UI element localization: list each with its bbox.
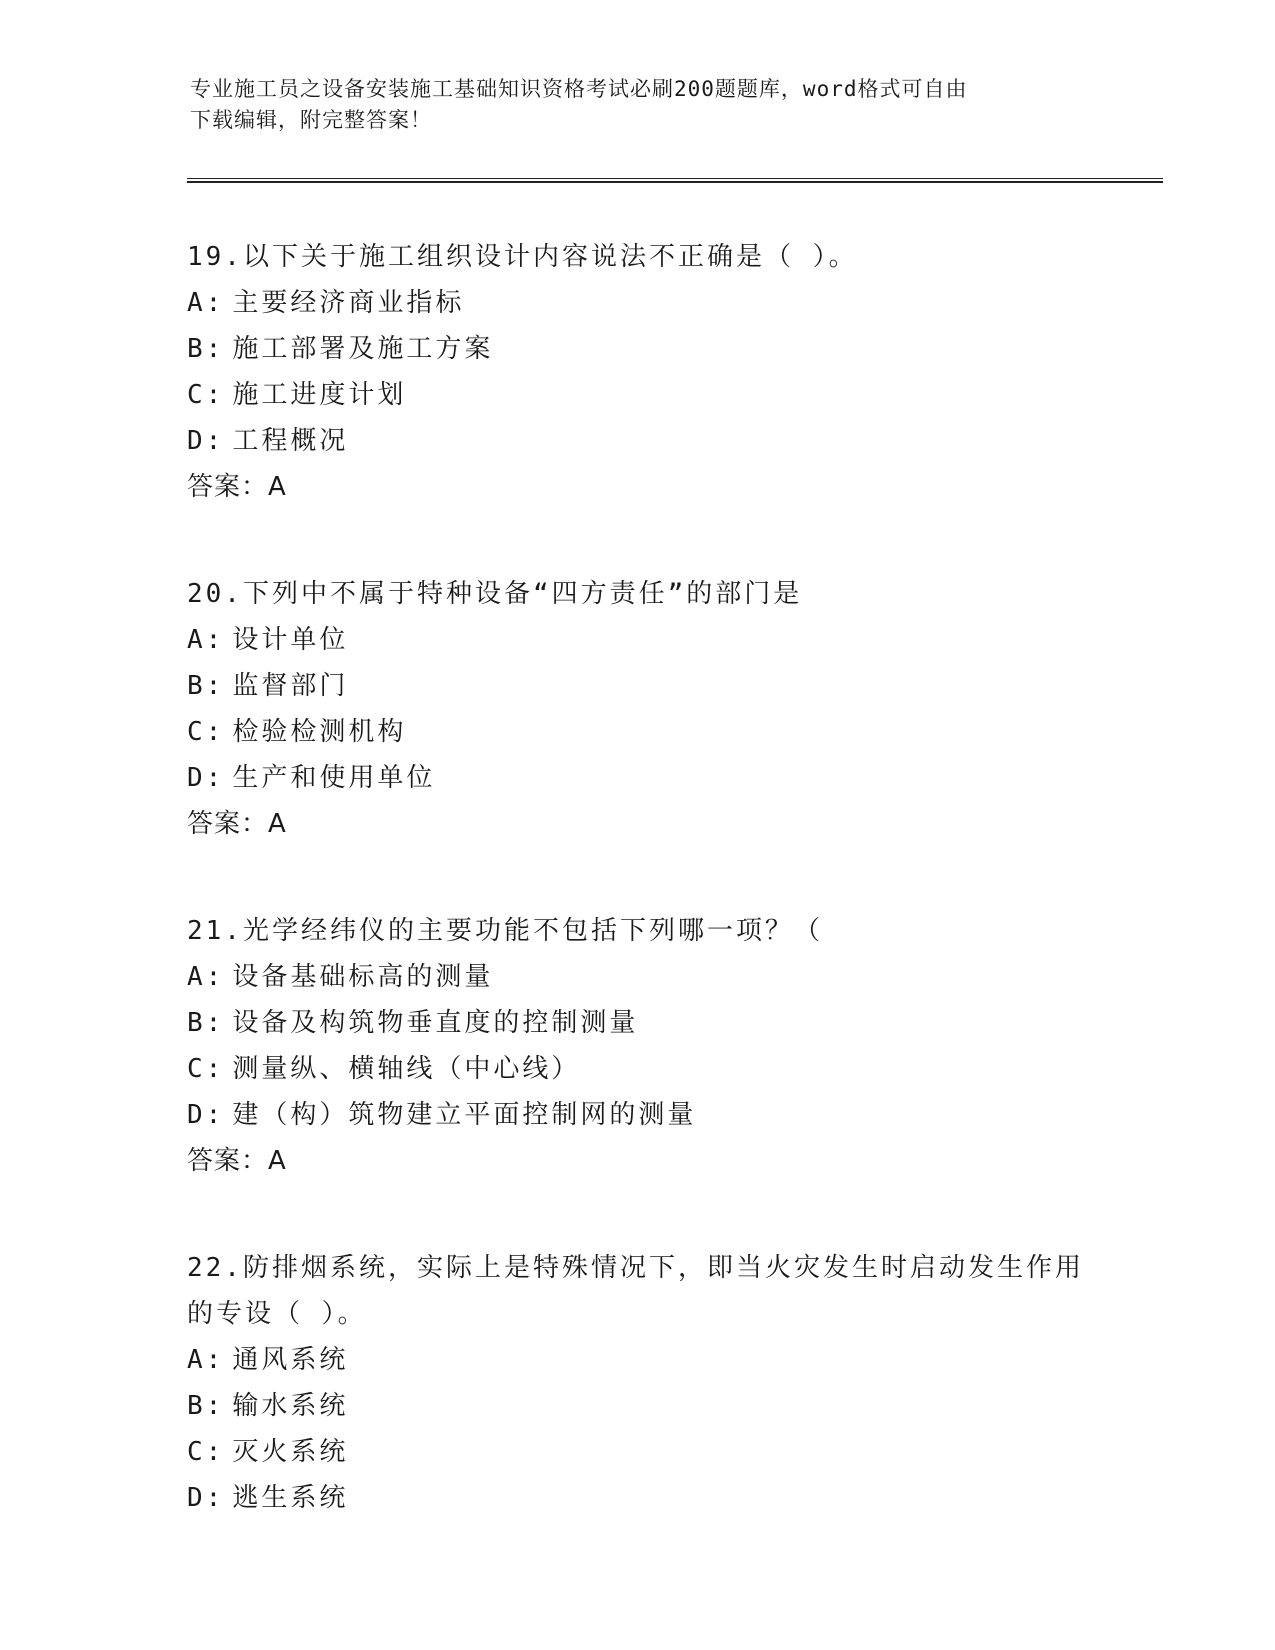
option-letter: C: — [187, 717, 225, 747]
option-letter: A: — [187, 288, 225, 318]
question-stem — [187, 571, 1087, 617]
option-c — [187, 1046, 1087, 1092]
header-line-2: 下载编辑，附完整答案！ — [190, 108, 432, 132]
answer-value: A — [268, 809, 287, 839]
answer-value: A — [268, 1146, 287, 1176]
question-22 — [187, 1245, 1087, 1521]
option-text: 通风系统 — [232, 1345, 349, 1375]
question-text: 下列中不属于特种设备“四方责任”的部门是 — [242, 579, 803, 609]
answer-line — [187, 464, 1087, 510]
option-text: 输水系统 — [232, 1391, 349, 1421]
option-letter: C: — [187, 1437, 225, 1467]
question-text: 以下关于施工组织设计内容说法不正确是（ ）。 — [242, 242, 858, 272]
option-letter: D: — [187, 1100, 225, 1130]
option-c — [187, 709, 1087, 755]
answer-label: 答案： — [187, 1146, 269, 1176]
option-letter: C: — [187, 380, 225, 410]
option-b — [187, 1000, 1087, 1046]
answer-line — [187, 801, 1087, 847]
option-text: 工程概况 — [232, 426, 349, 456]
option-letter: D: — [187, 1483, 225, 1513]
option-letter: D: — [187, 426, 225, 456]
option-text: 设备基础标高的测量 — [232, 962, 494, 992]
option-text: 建（构）筑物建立平面控制网的测量 — [232, 1100, 697, 1130]
option-text: 设备及构筑物垂直度的控制测量 — [232, 1008, 639, 1038]
option-text: 灭火系统 — [232, 1437, 349, 1467]
question-19 — [187, 234, 1087, 510]
option-d — [187, 1475, 1087, 1521]
question-text: 光学经纬仪的主要功能不包括下列哪一项？（ — [242, 916, 823, 946]
option-text: 生产和使用单位 — [232, 763, 436, 793]
option-a — [187, 954, 1087, 1000]
option-letter: D: — [187, 763, 225, 793]
answer-value: A — [268, 472, 287, 502]
option-letter: B: — [187, 1008, 225, 1038]
option-a — [187, 280, 1087, 326]
question-stem — [187, 908, 1087, 954]
option-b — [187, 663, 1087, 709]
document-header — [190, 74, 1090, 136]
option-a — [187, 1337, 1087, 1383]
option-letter: C: — [187, 1054, 225, 1084]
question-list — [187, 234, 1087, 1521]
option-d — [187, 418, 1087, 464]
question-text: 防排烟系统，实际上是特殊情况下，即当火灾发生时启动发生作用的专设（ ）。 — [187, 1253, 1084, 1329]
option-text: 监督部门 — [232, 671, 349, 701]
option-c — [187, 372, 1087, 418]
option-b — [187, 326, 1087, 372]
question-21 — [187, 908, 1087, 1184]
option-text: 检验检测机构 — [232, 717, 407, 747]
option-text: 逃生系统 — [232, 1483, 349, 1513]
option-d — [187, 1092, 1087, 1138]
option-text: 测量纵、横轴线（中心线） — [232, 1054, 581, 1084]
question-stem — [187, 234, 1087, 280]
question-number: 22. — [187, 1253, 243, 1283]
option-letter: B: — [187, 1391, 225, 1421]
option-a — [187, 617, 1087, 663]
option-letter: A: — [187, 1345, 225, 1375]
option-text: 主要经济商业指标 — [232, 288, 465, 318]
option-d — [187, 755, 1087, 801]
question-number: 21. — [187, 916, 243, 946]
option-text: 设计单位 — [232, 625, 349, 655]
option-letter: B: — [187, 671, 225, 701]
option-letter: A: — [187, 625, 225, 655]
option-b — [187, 1383, 1087, 1429]
answer-label: 答案： — [187, 809, 269, 839]
answer-line — [187, 1138, 1087, 1184]
question-number: 19. — [187, 242, 243, 272]
option-text: 施工部署及施工方案 — [232, 334, 494, 364]
option-letter: B: — [187, 334, 225, 364]
header-line-1: 专业施工员之设备安装施工基础知识资格考试必刷200题题库，word格式可自由 — [190, 77, 968, 101]
question-20 — [187, 571, 1087, 847]
option-c — [187, 1429, 1087, 1475]
option-text: 施工进度计划 — [232, 380, 407, 410]
header-divider — [187, 178, 1163, 183]
question-stem — [187, 1245, 1087, 1337]
question-number: 20. — [187, 579, 243, 609]
answer-label: 答案： — [187, 472, 269, 502]
option-letter: A: — [187, 962, 225, 992]
